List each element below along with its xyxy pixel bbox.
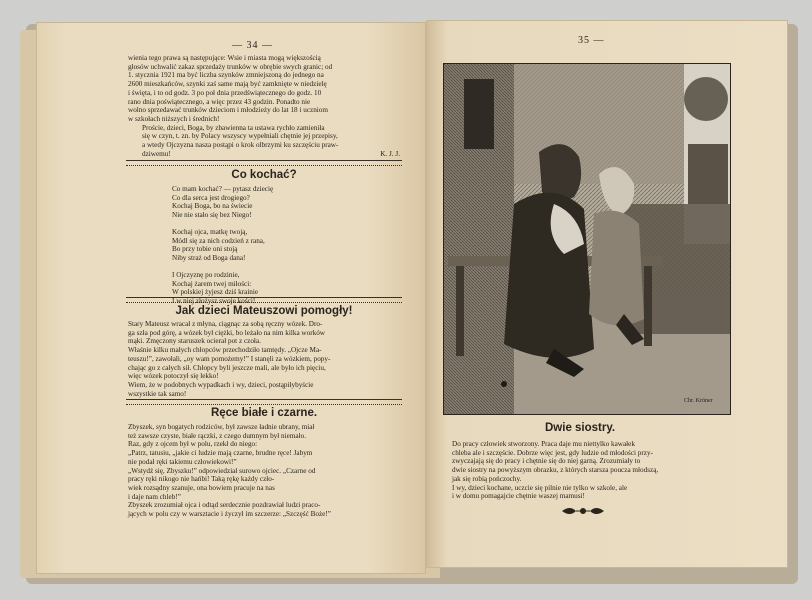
text-line: też zawsze czyste, białe rączki, z czego dumnym był niemało. — [128, 431, 307, 440]
text-line — [172, 262, 273, 271]
text-line: nie podał ręki takiemu człowiekowi!” — [128, 457, 237, 466]
text-line: i święta, i to od godz. 3 po poł dnia przedświątecznego do godz. 10 — [128, 88, 322, 97]
text-line: głosów uchwalić zakaz sprzedaży trunków w obrębie swych granic; od — [128, 62, 333, 71]
section-rece-text — [128, 423, 400, 519]
separator — [126, 297, 402, 303]
text-line: I wy, dzieci kochane, uczcie się pilnie nie tylko w szkole, ale — [452, 483, 628, 492]
text-line: pracy ręki nikogo nie hańbi! Taką rękę każdy czło- — [128, 475, 275, 484]
right-body-text — [452, 440, 727, 501]
engraving-two-sisters — [443, 63, 731, 415]
text-line: rano dnia poświątecznego, a więc przez 43 godzin. Ponadto nie — [128, 97, 311, 106]
text-line: wszystkie tak samo! — [128, 389, 187, 398]
text-line: Kochaj żarem twej miłości: — [172, 279, 252, 288]
text-line: się w czyn, t. zn. by Polacy wszyscy wypełniali chętnie jej przepisy, — [142, 132, 338, 141]
text-line: ga szła pod górę, a wózek był ciężki, bo leżało na nim kilka worków — [128, 328, 325, 337]
text-line: wienia tego prawa są następujące: Wsie i miasta mogą większością — [128, 54, 321, 62]
text-line: Módl się za nich codzień z rana, — [172, 236, 265, 245]
text-line: 1. stycznia 1921 ma być liczba szynków zmniejszoną do jednego na — [128, 71, 324, 80]
text-line: W polskiej żyjesz dziś krainie — [172, 288, 259, 297]
text-line — [172, 219, 273, 228]
right-page-number: 35 — — [578, 35, 605, 46]
section-mateusz-text — [128, 320, 400, 398]
text-line: i w domu pomagajcie chętnie waszej mamusi! — [452, 492, 585, 501]
left-page-number: — 34 — — [232, 40, 273, 51]
text-line: teuszu!”, zawołali, „oy wam pomożemy!” I stanęli za wózkiem, popy- — [128, 354, 331, 363]
text-line: wiek rozsądny szanuje, ona bowiem pracuje na nas — [128, 483, 275, 492]
text-line: Kochaj ojca, matkę twoją, — [172, 227, 248, 236]
text-line: wolno sprzedawać trunków dzieciom i młodzieży do lat 18 i uczniom — [128, 106, 328, 115]
text-line: a wtedy Ojczyzna nasza postąpi o krok olbrzymi ku szczęściu praw- — [142, 141, 339, 150]
illustration-caption: Dwie siostry. — [545, 422, 616, 434]
ornament-icon — [560, 504, 606, 518]
text-line: Kochaj Boga, bo na świecie — [172, 202, 253, 211]
text-line: dziwemu! — [142, 149, 171, 158]
text-line: więc wózek potoczył się lekko! — [128, 372, 219, 381]
text-line: „Wstydź się, Zbyszku!” odpowiedział surowo ojciec. „Czarne od — [128, 466, 316, 475]
text-line: Do pracy człowiek stworzony. Praca daje mu niettylko kawałek — [452, 440, 635, 448]
text-line: Zbyszek zrozumiał ojca i odtąd serdecznie pozdrawiał ludzi praco- — [128, 501, 321, 510]
separator — [126, 399, 402, 405]
engraving-svg — [444, 64, 730, 414]
text-line: w szkołach niższych i średnich! — [128, 114, 220, 123]
text-line: I Ojczyznę po rodzinie, — [172, 270, 240, 279]
text-line: „Patrz, tatusiu, „jakie ci ludzie mają czarne, brudne ręce! Jabym — [128, 449, 313, 458]
text-line: Wiem, że w podobnych wypadkach i wy, dzieci, postąpiłybyście — [128, 380, 314, 389]
section-title-rece: Ręce białe i czarne. — [210, 407, 318, 419]
text-line: mąki. Zmęczony staruszek ocierał pot z czoła. — [128, 337, 261, 346]
text-line: Stary Mateusz wracał z młyna, ciągnąc za sobą ręczny wózek. Dro- — [128, 320, 323, 328]
separator — [126, 160, 402, 166]
text-line: Proście, dzieci, Boga, by zbawienna ta ustawa rychło zamieniła — [142, 123, 325, 132]
text-line: I w niej złożysz swoje kości! — [172, 296, 256, 305]
text-line: chając go z całych sił. Chłopcy byli jeszcze mali, ale było ich pięciu, — [128, 363, 326, 372]
intro-paragraph — [128, 54, 400, 124]
section-title-co-kochac: Co kochać? — [231, 169, 297, 181]
text-line: Niby straż od Boga dana! — [172, 253, 246, 262]
text-line: jak się robią pończochy. — [452, 474, 522, 483]
intro-text — [128, 54, 400, 158]
illustration-signature: Chr. Kröner — [684, 398, 713, 404]
text-line: Bo przy tobie oni stoją — [172, 245, 238, 254]
text-line: dwie siostry na powyższym obrazku, z których starsza poucza młodszą, — [452, 466, 659, 475]
text-line: zwyczajają się do pracy i chętnie się do niej garną. Zrozumiały to — [452, 457, 641, 466]
text-line: Właśnie kilku małych chłopców przechodziło tamtędy. „Ojcze Ma- — [128, 346, 322, 355]
text-line: jących w polu czy w warsztacie i życzył im szczerze: „Szczęść Boże!” — [128, 510, 331, 519]
text-line: Zbyszek, syn bogatych rodziców, był zawsze ładnie ubrany, miał — [128, 423, 315, 431]
text-line: 2600 mieszkańców, szynki zaś same mają być zamknięte w niedzielę — [128, 80, 327, 89]
poem — [172, 185, 273, 305]
text-line: chleba ale i szczęście. Dobrze więc jest, gdy ludzie od młodości przy- — [452, 448, 653, 457]
text-line: Co dla serca jest drogiego? — [172, 193, 250, 202]
right-paragraph-2 — [452, 484, 727, 501]
right-paragraph-1 — [452, 440, 727, 484]
section-title-mateusz: Jak dzieci Mateuszowi pomogły! — [175, 305, 353, 317]
text-line: i daje nam chleb!” — [128, 492, 181, 501]
text-line: Nie nie stało się bez Niego! — [172, 210, 252, 219]
text-line: Co mam kochać? — pytasz dziecię — [172, 185, 274, 193]
intro-signature: K. J. J. — [380, 149, 400, 158]
text-line: Raz, gdy z ojcem był w polu, rzekł do niego: — [128, 440, 258, 449]
